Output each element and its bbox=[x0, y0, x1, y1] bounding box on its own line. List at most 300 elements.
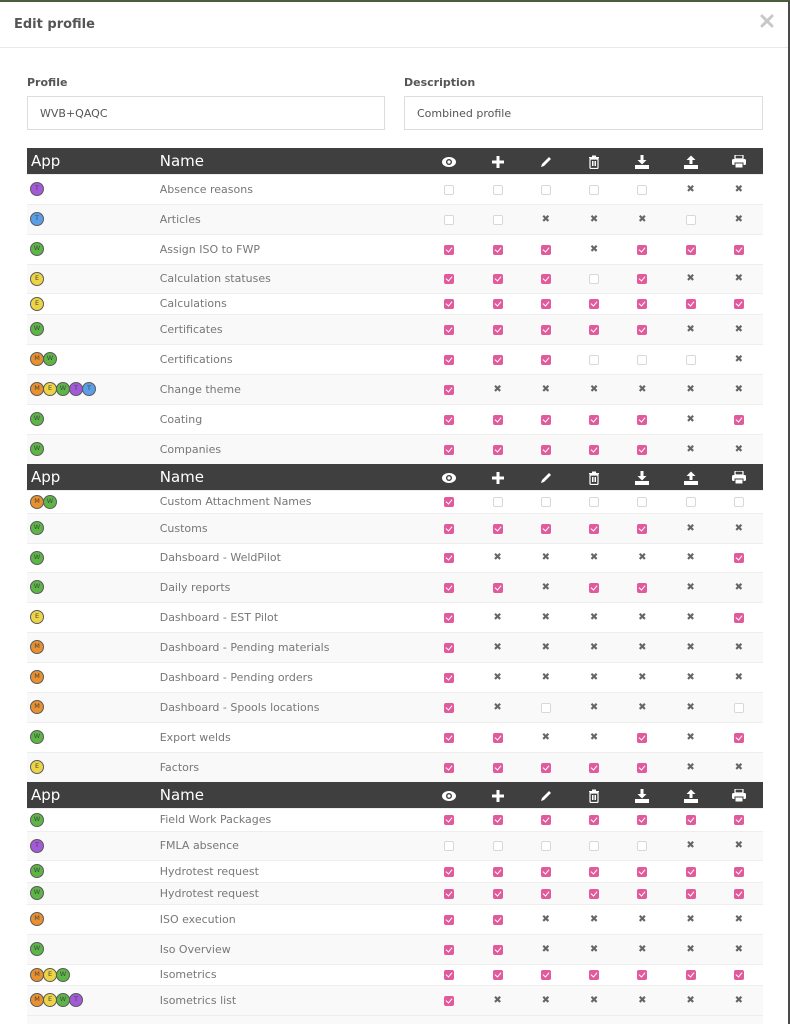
checkbox-checked[interactable] bbox=[637, 970, 647, 980]
permission-cell-upload bbox=[666, 882, 714, 904]
row-name: Coating bbox=[160, 404, 425, 434]
permission-cell-pencil bbox=[522, 722, 570, 752]
app-badge-w: W bbox=[43, 352, 57, 366]
permission-cell-eye bbox=[425, 985, 473, 1015]
column-header-name: Name bbox=[160, 148, 425, 174]
checkbox-checked[interactable] bbox=[493, 524, 503, 534]
checkbox-checked[interactable] bbox=[444, 915, 454, 925]
checkbox-checked[interactable] bbox=[493, 355, 503, 365]
not-available-icon: ✖ bbox=[493, 641, 502, 653]
checkbox-unchecked[interactable] bbox=[686, 355, 696, 365]
checkbox-checked[interactable] bbox=[493, 445, 503, 455]
checkbox-checked[interactable] bbox=[444, 245, 454, 255]
checkbox-checked[interactable] bbox=[637, 867, 647, 877]
table-row bbox=[27, 602, 763, 632]
table-row bbox=[27, 662, 763, 692]
not-available-icon: ✖ bbox=[734, 943, 744, 955]
permission-cell-eye bbox=[425, 904, 473, 934]
app-badges bbox=[27, 434, 160, 464]
permission-cell-eye bbox=[425, 882, 473, 904]
checkbox-checked[interactable] bbox=[444, 733, 454, 743]
app-badge-t: T bbox=[69, 382, 83, 396]
checkbox-checked[interactable] bbox=[589, 970, 599, 980]
checkbox-checked[interactable] bbox=[541, 970, 551, 980]
checkbox-unchecked[interactable] bbox=[637, 185, 647, 195]
checkbox-checked[interactable] bbox=[589, 524, 599, 534]
upload-icon bbox=[684, 785, 698, 804]
permission-cell-pencil bbox=[522, 934, 570, 964]
permission-cell-print bbox=[715, 904, 763, 934]
checkbox-checked[interactable] bbox=[686, 970, 696, 980]
checkbox-checked[interactable] bbox=[541, 415, 551, 425]
not-available-icon: ✖ bbox=[734, 353, 744, 365]
permission-cell-trash bbox=[570, 904, 618, 934]
permission-cell-trash bbox=[570, 602, 618, 632]
checkbox-checked[interactable] bbox=[444, 945, 454, 955]
not-available-icon: ✖ bbox=[734, 994, 744, 1006]
permission-cell-trash bbox=[570, 692, 618, 722]
permission-cell-upload bbox=[666, 490, 714, 513]
checkbox-checked[interactable] bbox=[734, 867, 744, 877]
row-name: Dashboard - Spools locations bbox=[160, 692, 425, 722]
description-input[interactable] bbox=[404, 96, 763, 130]
permission-cell-trash bbox=[570, 314, 618, 344]
checkbox-checked[interactable] bbox=[637, 299, 647, 309]
checkbox-checked[interactable] bbox=[444, 385, 454, 395]
checkbox-checked[interactable] bbox=[734, 415, 744, 425]
checkbox-unchecked[interactable] bbox=[541, 841, 551, 851]
checkbox-checked[interactable] bbox=[493, 970, 503, 980]
permission-cell-print bbox=[715, 374, 763, 404]
checkbox-checked[interactable] bbox=[444, 889, 454, 899]
permission-cell-pencil bbox=[522, 204, 570, 234]
row-name: Absence reasons bbox=[160, 174, 425, 204]
app-badges bbox=[27, 374, 160, 404]
checkbox-checked[interactable] bbox=[734, 889, 744, 899]
empty-cell bbox=[473, 1015, 521, 1024]
checkbox-checked[interactable] bbox=[589, 763, 599, 773]
checkbox-checked[interactable] bbox=[734, 970, 744, 980]
checkbox-unchecked[interactable] bbox=[493, 497, 503, 507]
checkbox-checked[interactable] bbox=[493, 945, 503, 955]
table-row bbox=[27, 572, 763, 602]
not-available-icon: ✖ bbox=[638, 383, 647, 395]
app-badges bbox=[27, 404, 160, 434]
checkbox-checked[interactable] bbox=[444, 673, 454, 683]
permission-cell-plus bbox=[473, 513, 521, 543]
checkbox-checked[interactable] bbox=[444, 553, 454, 563]
row-name: Hydrotest request bbox=[160, 860, 425, 882]
app-badges bbox=[27, 985, 160, 1015]
permission-cell-pencil bbox=[522, 174, 570, 204]
permission-cell-plus bbox=[473, 572, 521, 602]
checkbox-checked[interactable] bbox=[637, 415, 647, 425]
checkbox-checked[interactable] bbox=[637, 274, 647, 284]
permission-cell-eye bbox=[425, 293, 473, 314]
permission-cell-download bbox=[618, 934, 666, 964]
column-header-pencil bbox=[522, 464, 570, 490]
not-available-icon: ✖ bbox=[734, 761, 744, 773]
checkbox-checked[interactable] bbox=[444, 299, 454, 309]
not-available-icon: ✖ bbox=[589, 701, 599, 713]
permission-cell-print bbox=[715, 752, 763, 782]
permission-cell-pencil bbox=[522, 234, 570, 264]
table-row bbox=[27, 985, 763, 1015]
not-available-icon: ✖ bbox=[686, 273, 695, 284]
permission-cell-eye bbox=[425, 434, 473, 464]
checkbox-checked[interactable] bbox=[734, 553, 744, 563]
not-available-icon: ✖ bbox=[589, 243, 599, 255]
permission-cell-upload bbox=[666, 662, 714, 692]
app-badge-m: M bbox=[30, 968, 44, 982]
column-header-print bbox=[715, 148, 763, 174]
checkbox-checked[interactable] bbox=[541, 445, 551, 455]
permission-cell-trash bbox=[570, 174, 618, 204]
profile-field-group bbox=[27, 76, 385, 130]
app-badges bbox=[27, 831, 160, 860]
permission-cell-print bbox=[715, 344, 763, 374]
checkbox-unchecked[interactable] bbox=[734, 703, 744, 713]
checkbox-unchecked[interactable] bbox=[444, 841, 454, 851]
description-label: Description bbox=[404, 76, 476, 89]
checkbox-checked[interactable] bbox=[493, 325, 503, 335]
checkbox-checked[interactable] bbox=[444, 996, 454, 1006]
permission-cell-upload bbox=[666, 831, 714, 860]
row-name: Calculation statuses bbox=[160, 264, 425, 293]
permission-cell-upload bbox=[666, 404, 714, 434]
download-icon bbox=[635, 785, 649, 804]
checkbox-checked[interactable] bbox=[541, 355, 551, 365]
permission-cell-print bbox=[715, 314, 763, 344]
permission-cell-pencil bbox=[522, 692, 570, 722]
checkbox-checked[interactable] bbox=[444, 445, 454, 455]
permission-cell-plus bbox=[473, 602, 521, 632]
checkbox-unchecked[interactable] bbox=[637, 841, 647, 851]
row-name: Hydrotest request bbox=[160, 882, 425, 904]
permission-cell-print bbox=[715, 632, 763, 662]
checkbox-checked[interactable] bbox=[686, 299, 696, 309]
permission-cell-upload bbox=[666, 722, 714, 752]
checkbox-checked[interactable] bbox=[541, 867, 551, 877]
app-badges bbox=[27, 572, 160, 602]
checkbox-checked[interactable] bbox=[493, 733, 503, 743]
checkbox-checked[interactable] bbox=[493, 274, 503, 284]
checkbox-checked[interactable] bbox=[637, 889, 647, 899]
table-row bbox=[27, 632, 763, 662]
checkbox-checked[interactable] bbox=[541, 274, 551, 284]
checkbox-unchecked[interactable] bbox=[589, 274, 599, 284]
not-available-icon: ✖ bbox=[734, 443, 744, 455]
print-icon bbox=[732, 467, 746, 486]
checkbox-checked[interactable] bbox=[444, 970, 454, 980]
table-row bbox=[27, 434, 763, 464]
checkbox-checked[interactable] bbox=[444, 524, 454, 534]
description-field-group bbox=[404, 76, 763, 130]
permission-cell-plus bbox=[473, 314, 521, 344]
checkbox-checked[interactable] bbox=[541, 815, 551, 825]
checkbox-unchecked[interactable] bbox=[541, 497, 551, 507]
permission-cell-pencil bbox=[522, 632, 570, 662]
table-row bbox=[27, 174, 763, 204]
permission-cell-eye bbox=[425, 692, 473, 722]
checkbox-checked[interactable] bbox=[589, 583, 599, 593]
app-badge-m: M bbox=[30, 670, 44, 684]
checkbox-checked[interactable] bbox=[589, 815, 599, 825]
checkbox-checked[interactable] bbox=[686, 867, 696, 877]
checkbox-checked[interactable] bbox=[444, 815, 454, 825]
permission-cell-trash bbox=[570, 632, 618, 662]
checkbox-checked[interactable] bbox=[637, 524, 647, 534]
checkbox-checked[interactable] bbox=[493, 815, 503, 825]
checkbox-checked[interactable] bbox=[541, 763, 551, 773]
not-available-icon: ✖ bbox=[541, 383, 550, 395]
app-badges bbox=[27, 174, 160, 204]
row-name: Custom Attachment Names bbox=[160, 490, 425, 513]
app-badges bbox=[27, 752, 160, 782]
permission-cell-trash bbox=[570, 752, 618, 782]
checkbox-checked[interactable] bbox=[541, 325, 551, 335]
checkbox-checked[interactable] bbox=[444, 355, 454, 365]
table-header-row bbox=[27, 148, 763, 174]
table-row bbox=[27, 831, 763, 860]
permission-cell-trash bbox=[570, 543, 618, 572]
permission-cell-print bbox=[715, 174, 763, 204]
app-badge-w: W bbox=[30, 580, 44, 594]
checkbox-checked[interactable] bbox=[493, 415, 503, 425]
permission-cell-plus bbox=[473, 722, 521, 752]
checkbox-unchecked[interactable] bbox=[686, 497, 696, 507]
checkbox-checked[interactable] bbox=[734, 815, 744, 825]
not-available-icon: ✖ bbox=[589, 383, 599, 395]
permission-cell-download bbox=[618, 904, 666, 934]
empty-cell bbox=[160, 1015, 425, 1024]
table-row bbox=[27, 722, 763, 752]
not-available-icon: ✖ bbox=[686, 731, 695, 743]
checkbox-checked[interactable] bbox=[493, 583, 503, 593]
column-header-eye bbox=[425, 782, 473, 808]
table-row bbox=[27, 543, 763, 572]
not-available-icon: ✖ bbox=[686, 994, 695, 1006]
eye-icon bbox=[441, 785, 457, 804]
permission-cell-upload bbox=[666, 344, 714, 374]
permission-cell-trash bbox=[570, 985, 618, 1015]
permission-cell-print bbox=[715, 964, 763, 985]
permission-cell-pencil bbox=[522, 831, 570, 860]
checkbox-checked[interactable] bbox=[493, 245, 503, 255]
permission-cell-trash bbox=[570, 882, 618, 904]
modal-title: Edit profile bbox=[14, 17, 95, 32]
not-available-icon: ✖ bbox=[541, 581, 550, 593]
not-available-icon: ✖ bbox=[541, 611, 550, 623]
not-available-icon: ✖ bbox=[734, 840, 744, 851]
app-badge-w: W bbox=[30, 521, 44, 535]
row-name: Articles bbox=[160, 204, 425, 234]
app-badges bbox=[27, 234, 160, 264]
permission-cell-plus bbox=[473, 344, 521, 374]
checkbox-checked[interactable] bbox=[589, 445, 599, 455]
app-badge-w: W bbox=[30, 730, 44, 744]
permission-cell-eye bbox=[425, 572, 473, 602]
not-available-icon: ✖ bbox=[493, 611, 502, 623]
checkbox-checked[interactable] bbox=[541, 524, 551, 534]
column-header-print bbox=[715, 782, 763, 808]
checkbox-unchecked[interactable] bbox=[686, 215, 696, 225]
checkbox-checked[interactable] bbox=[444, 867, 454, 877]
checkbox-unchecked[interactable] bbox=[493, 215, 503, 225]
permission-cell-plus bbox=[473, 985, 521, 1015]
checkbox-checked[interactable] bbox=[686, 889, 696, 899]
checkbox-checked[interactable] bbox=[444, 583, 454, 593]
checkbox-unchecked[interactable] bbox=[541, 703, 551, 713]
checkbox-unchecked[interactable] bbox=[493, 841, 503, 851]
row-name: Isometrics list bbox=[160, 985, 425, 1015]
table-header-row bbox=[27, 464, 763, 490]
checkbox-unchecked[interactable] bbox=[493, 185, 503, 195]
checkbox-checked[interactable] bbox=[637, 583, 647, 593]
checkbox-unchecked[interactable] bbox=[589, 497, 599, 507]
checkbox-checked[interactable] bbox=[637, 763, 647, 773]
not-available-icon: ✖ bbox=[734, 383, 744, 395]
permission-cell-plus bbox=[473, 692, 521, 722]
app-badges bbox=[27, 964, 160, 985]
empty-cell bbox=[618, 1015, 666, 1024]
permission-cell-plus bbox=[473, 234, 521, 264]
checkbox-checked[interactable] bbox=[541, 889, 551, 899]
permission-cell-download bbox=[618, 964, 666, 985]
permission-cell-trash bbox=[570, 722, 618, 752]
permission-cell-eye bbox=[425, 808, 473, 831]
permission-cell-trash bbox=[570, 264, 618, 293]
checkbox-checked[interactable] bbox=[734, 733, 744, 743]
permission-cell-pencil bbox=[522, 543, 570, 572]
app-badge-e: E bbox=[43, 968, 57, 982]
permission-cell-plus bbox=[473, 404, 521, 434]
checkbox-checked[interactable] bbox=[734, 613, 744, 623]
checkbox-checked[interactable] bbox=[493, 889, 503, 899]
profile-input[interactable] bbox=[27, 96, 385, 130]
checkbox-checked[interactable] bbox=[589, 415, 599, 425]
permission-cell-download bbox=[618, 722, 666, 752]
checkbox-unchecked[interactable] bbox=[444, 185, 454, 195]
table-row bbox=[27, 882, 763, 904]
upload-icon bbox=[684, 151, 698, 170]
permission-cell-download bbox=[618, 204, 666, 234]
permission-cell-print bbox=[715, 882, 763, 904]
not-available-icon: ✖ bbox=[638, 671, 647, 683]
checkbox-checked[interactable] bbox=[493, 867, 503, 877]
permission-cell-eye bbox=[425, 513, 473, 543]
column-header-upload bbox=[666, 782, 714, 808]
checkbox-checked[interactable] bbox=[637, 325, 647, 335]
not-available-icon: ✖ bbox=[589, 611, 599, 623]
permission-cell-eye bbox=[425, 543, 473, 572]
permission-cell-upload bbox=[666, 808, 714, 831]
checkbox-checked[interactable] bbox=[589, 299, 599, 309]
permission-cell-pencil bbox=[522, 513, 570, 543]
checkbox-checked[interactable] bbox=[686, 245, 696, 255]
checkbox-checked[interactable] bbox=[444, 763, 454, 773]
app-badge-w: W bbox=[30, 412, 44, 426]
column-header-plus bbox=[473, 148, 521, 174]
permission-cell-trash bbox=[570, 662, 618, 692]
app-badges bbox=[27, 934, 160, 964]
checkbox-checked[interactable] bbox=[734, 299, 744, 309]
checkbox-checked[interactable] bbox=[589, 867, 599, 877]
app-badge-w: W bbox=[30, 813, 44, 827]
checkbox-unchecked[interactable] bbox=[589, 355, 599, 365]
checkbox-unchecked[interactable] bbox=[637, 497, 647, 507]
permission-cell-pencil bbox=[522, 314, 570, 344]
permission-cell-plus bbox=[473, 632, 521, 662]
checkbox-checked[interactable] bbox=[686, 815, 696, 825]
permission-cell-eye bbox=[425, 374, 473, 404]
checkbox-checked[interactable] bbox=[444, 497, 454, 507]
table-row bbox=[27, 964, 763, 985]
checkbox-unchecked[interactable] bbox=[589, 185, 599, 195]
upload-icon bbox=[684, 467, 698, 486]
checkbox-checked[interactable] bbox=[637, 445, 647, 455]
not-available-icon: ✖ bbox=[686, 323, 695, 335]
checkbox-checked[interactable] bbox=[444, 415, 454, 425]
permission-cell-download bbox=[618, 572, 666, 602]
permission-cell-pencil bbox=[522, 662, 570, 692]
table-row bbox=[27, 314, 763, 344]
checkbox-unchecked[interactable] bbox=[589, 841, 599, 851]
checkbox-checked[interactable] bbox=[637, 245, 647, 255]
checkbox-checked[interactable] bbox=[444, 613, 454, 623]
not-available-icon: ✖ bbox=[734, 671, 744, 683]
checkbox-checked[interactable] bbox=[493, 299, 503, 309]
close-icon[interactable] bbox=[760, 14, 774, 28]
app-badges bbox=[27, 860, 160, 882]
table-row bbox=[27, 374, 763, 404]
checkbox-unchecked[interactable] bbox=[734, 497, 744, 507]
permission-cell-plus bbox=[473, 662, 521, 692]
permission-cell-upload bbox=[666, 752, 714, 782]
checkbox-checked[interactable] bbox=[444, 274, 454, 284]
checkbox-checked[interactable] bbox=[444, 703, 454, 713]
table-row bbox=[27, 264, 763, 293]
checkbox-checked[interactable] bbox=[589, 325, 599, 335]
permission-cell-trash bbox=[570, 808, 618, 831]
checkbox-checked[interactable] bbox=[637, 815, 647, 825]
permission-cell-upload bbox=[666, 174, 714, 204]
table-row bbox=[27, 904, 763, 934]
checkbox-unchecked[interactable] bbox=[541, 185, 551, 195]
checkbox-checked[interactable] bbox=[734, 245, 744, 255]
row-name: Dashboard - Pending materials bbox=[160, 632, 425, 662]
checkbox-checked[interactable] bbox=[493, 763, 503, 773]
checkbox-unchecked[interactable] bbox=[637, 355, 647, 365]
checkbox-checked[interactable] bbox=[444, 643, 454, 653]
checkbox-checked[interactable] bbox=[541, 299, 551, 309]
not-available-icon: ✖ bbox=[686, 840, 695, 851]
edit-profile-modal bbox=[0, 1, 788, 1024]
permission-cell-upload bbox=[666, 374, 714, 404]
column-header-name: Name bbox=[160, 464, 425, 490]
checkbox-checked[interactable] bbox=[444, 325, 454, 335]
column-header-upload bbox=[666, 148, 714, 174]
checkbox-checked[interactable] bbox=[493, 915, 503, 925]
checkbox-checked[interactable] bbox=[589, 889, 599, 899]
checkbox-checked[interactable] bbox=[541, 245, 551, 255]
not-available-icon: ✖ bbox=[734, 522, 744, 534]
empty-cell bbox=[715, 1015, 763, 1024]
permission-cell-pencil bbox=[522, 602, 570, 632]
checkbox-unchecked[interactable] bbox=[444, 215, 454, 225]
checkbox-checked[interactable] bbox=[637, 733, 647, 743]
eye-icon bbox=[441, 467, 457, 486]
